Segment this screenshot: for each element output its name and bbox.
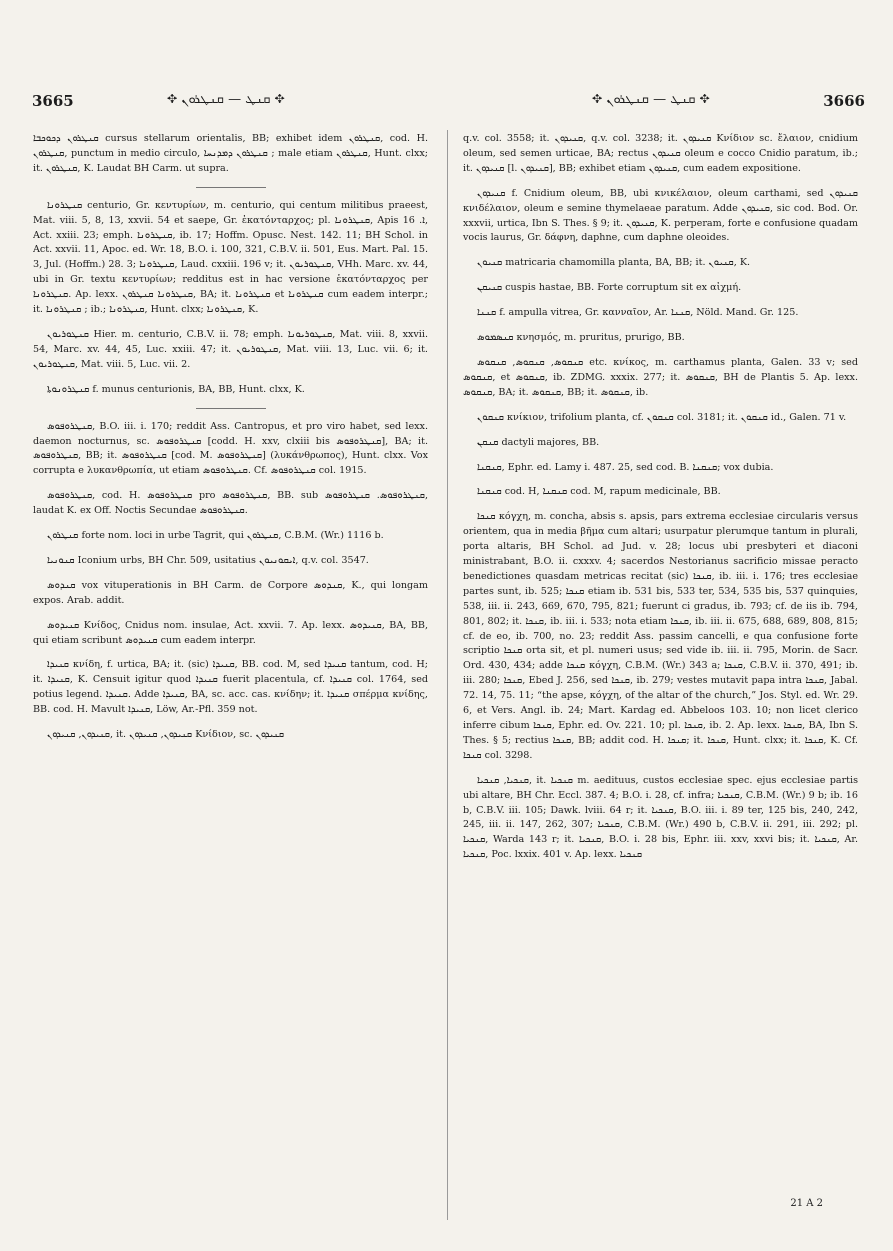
entry: ܩܢܝܘܢ matricaria chamomilla planta, BA, BB; it. ܩܢܝܘܢ, K. [477,257,751,269]
entry: ܩܢܝܕܐ κνίδη, f. urtica, BA; it. (sic) ܩܢܝܕܐ, BB. cod. M, sed ܩܢܝܕܐ tantum, cod. H; it. ܩܢܝܕܐ, K. Censuit igitur quod ܩܢܝܕܐ fuerit placentula, cf. ܩܢܝܕܐ col. 1764, sed potius legend. ܩܢܝܕܐ. Adde ܩܢܝܕܐ, BA, sc. acc. cas. κνίδην; it. ܩܢܝܕܐ σπέρμα κνίδης, BB. cod. H. Mavult ܩܢܝܕܐ, Löw, Ar.-Pfl. 359 not. [33,659,428,716]
page-number-left: 3665 [32,92,74,110]
signature-mark: 21 A 2 [790,1198,823,1209]
entry: ܩܢܩܘܣ, ܩܢܩܘܣ, ܩܢܩܘܣ etc. κνίκος, m. carthamus planta, Galen. 33 v; sed ܩܢܩܘܣ, et ܩܢܩܘܣ, ib. ZDMG. xxxix. 277; it. ܩܢܩܘܣ, BH de Plantis 5. Ap. lexx. ܩܢܩܘܣ, BA; it. ܩܢܩܘܣ, BB; it. ܩܢܩܘܣ, ib. [463,356,858,398]
entry: ܩܢܛܪܘܢ forte nom. loci in urbe Tagrit, qui ܩܢܛܪܘܢ, C.B.M. (Wr.) 1116 b. [47,530,384,542]
entry: ܩܢܛܪܘܦܘܣ, B.O. iii. i. 170; reddit Ass. Cantropus, et pro viro habet, sed lexx. daemon nocturnus, sc. ܩܢܛܪܘܦܘܣ [codd. H. xxv, clxiii bis ܩܢܛܪܘܦܘܣ], BA; it. ܩܢܛܪܘܦܘܣ, BB; it. ܩܢܛܪܘܦܘܣ [cod. M. ܩܢܛܪܘܦܘܣ] (λυκάνθρωπος), Hunt. clxx. Vox corrupta e λυκανθρωπία, ut etiam ܩܢܛܪܘܦܘܣ. Cf. ܩܢܛܪܘܦܘܣ col. 1915. [33,420,428,477]
right-column [463,132,858,1222]
entry: ܩܢܝܩܢ cuspis hastae, BB. Forte corruptum sit ex αἰχμή. [477,282,742,294]
separator [196,408,266,409]
entry: ܩܢܢܐ f. ampulla vitrea, Gr. κανναῖον, Ar. ܩܢܢܐ, Nöld. Mand. Gr. 125. [477,307,799,319]
page-header [32,92,865,114]
page-number-right: 3666 [823,92,865,110]
entry: ܩܢܣܡܘܣ κνησμός, m. pruritus, prurigo, BB. [477,332,685,344]
entry: ܩܢܛܘܪܝܘܢ Hier. m. centurio, C.B.V. ii. 78; emph. ܩܢܛܘܪܝܘܢܐ, Mat. viii. 8, xxvii. 54, Marc. xv. 44, 45, Luc. xxiii. 47; it. ܩܢܛܘܪܝܘܢ, Mat. viii. 13, Luc. vii. 6; it. ܩܢܛܘܪܝܘܢ, Mat. viii. 5, Luc. vii. 2. [33,328,428,370]
entry: ܩܢܩܢ dactyli majores, BB. [477,436,600,448]
entry: ܩܢܛܪܘܢܐ centurio, Gr. κεντυρίων, m. centurio, qui centum militibus praeest, Mat. viii. 5, 8, 13, xxvii. 54 et saepe, Gr. ἑκατόνταρχος; pl. ܩܢܛܪܘܢܐ, Apis ܐ. 16, Act. xxiii. 23; emph. ܩܢܛܪܘܢܐ, ib. 17; Hoffm. Opusc. Nest. 142. 11; BH Schol. in Act. xxvii. 11, Apoc. ed. Wr. 18, B.O. i. 100, 321, C.B.V. ii. 501, Eus. Mart. Pal. 15. 3, Jul. (Hoffm.) 28. 3; ܩܢܛܪܘܢܐ, Laud. cxxiii. 196 v; it. ܩܢܛܘܪܝܘܢ, VHh. Marc. xv. 44, ubi in Gr. textu κεντυρίων; redditus est in hac versione ἑκατόνταρχος per ܩܢܛܪܘܢܐ. Ap. lexx. ܩܢܛܪܘܢܐ ܩܢܛܪܘܢ, BA; it. ܩܢܛܪܘܢܐ et ܩܢܛܪܘܢܐ cum eadem interpr.; it. ܩܢܛܪܘܢܐ ; ib.; ܩܢܛܪܘܢܐ, Hunt. clxx; ܩܢܛܪܘܢܐ, K. [33,199,428,316]
running-head-left: ✥ ܩܢܛ — ܩܢܛܪܘܢ ✥ [167,92,285,107]
entry: ܩܢܘܢܝܐ Iconium urbs, BH Chr. 509, usitatius ܐܝܩܘܢܝܘܢ, q.v. col. 3547. [47,554,369,566]
entry: ܩܢܩܢܐ cod. H, ܩܢܩܢܐ cod. M, rapum medicinale, BB. [477,486,721,498]
left-column [33,132,428,1222]
entry: ܩܢܟܝܐ, ܩܢܟܝܐ, it. ܩܢܟܝܐ m. aedituus, custos ecclesiae spec. ejus ecclesiae partis ubi altare, BH Chr. Eccl. 387. 4; B.O. i. 28, cf. infra; ܩܢܟܝܐ, C.B.M. (Wr.) 9 b; ib. 16 b, C.B.V. iii. 105; Dawk. lviii. 64 r; it. ܩܢܟܝܐ, B.O. iii. i. 89 ter, 125 bis, 240, 242, 245, iii. ii. 147, 262, 307; ܩܢܟܝܐ, C.B.M. (Wr.) 490 b, C.B.V. ii. 291, iii. 292; pl. ܩܢܟܝܐ, Warda 143 r; it. ܩܢܟܝܐ, B.O. i. 28 bis, Ephr. iii. xxv, xxvi bis; it. ܩܢܟܝܐ, Ar. ܩܢܟܝܐ, Poc. lxxix. 401 v. Ap. lexx. ܩܢܟܝܐ [463,774,858,861]
entry: ܩܢܝܕܘܢ, ܩܢܝܕܘܢ, it. ܩܢܝܕܘܢ, ܩܢܝܕܘܢ Κνίδιον, sc. ܩܢܝܕܘܢ [47,729,285,741]
column-divider [447,130,448,1220]
entry: ܩܢܛܪܘܢܘܬܐ f. munus centurionis, BA, BB, Hunt. clxx, K. [47,383,305,395]
entry: ܩܢܝܕܘܢ f. Cnidium oleum, BB, ubi κνικέλαιον, oleum carthami, sed ܩܢܝܕܘܢ κνιδέλαιον, oleum e semine thymelaeae paratum. Adde ܩܢܝܕܘܢ, sic cod. Bod. Or. xxxvii, urtica, Ibn S. Thes. § 9; it. ܩܢܝܕܘܢ, K. perperam, forte e confusione quadam vocis laurus, Gr. δάφνη, daphne, cum daphne oleoides. [463,187,858,244]
separator [196,187,266,188]
running-head-right: ✥ ܩܢܛ — ܩܢܛܪܘܢ ✥ [592,92,710,107]
entry: ܩܢܟܐ κόγχη, m. concha, absis s. apsis, pars extrema ecclesiae circularis versus orientem, qua in media βῆμα cum altari; usurpatur plerumque tantum in plurali, porta altaris, BH Schol. ad Jud. v. 28; locus ubi presbyteri et diaconi ministrabant, B.O. ii. cxxxv. 4; sacerdos Nestorianus sacrificio missae peracto benedictiones quasdam metricas recitat (sic) ܩܢܟܐ, ib. iii. i. 176; tres ecclesiae partes sunt, ib. 525; ܩܢܟܐ etiam ib. 531 bis, 533 ter, 534, 535 bis, 537 quinquies, 538, iii. ii. 243, 669, 670, 795, 821; fuerunt ci gradus, ib. 793; cf. de iis ib. 794, 801, 802; it. ܩܢܟܐ, ib. iii. i. 533; nota etiam ܩܢܟܐ, ib. iii. ii. 675, 688, 689, 808, 815; cf. de eo, ib. 700, no. 23; reddit Ass. passim cancelli, e qua confusione forte scriptio ܩܢܟܐ orta sit, et pl. numeri usus; sed vide ib. iii. ii. 795, Morin. de Sacr. Ord. 430, 434; adde ܩܢܟܐ κόγχη, C.B.M. (Wr.) 343 a; ܩܢܟܐ, C.B.V. ii. 370, 491; ib. iii. 280; ܩܢܟܐ, Ebed J. 256, sed ܩܢܟܐ, ib. 279; vestes mutavit papa intra ܩܢܟܐ, Jabal. 72. 14, 75. 11; “the apse, κόγχη, of the altar of the church,” Jos. Styl. ed. Wr. 29. 6, et Vers. Angl. ib. 24; Mart. Kardag ed. Abbeloos 103. 10; non licet clerico inferre cibum ܩܢܟܐ, Ephr. ed. Ov. 221. 10; pl. ܩܢܟܐ, ib. 2. Ap. lexx. ܩܢܟܐ, BA, Ibn S. Thes. § 5; rectius ܩܢܟܐ, BB; addit cod. H. ܩܢܟܐ; it. ܩܢܟܐ, Hunt. clxx; it. ܩܢܟܐ, K. Cf. ܩܢܟܐ col. 3298. [463,511,858,761]
entry: ܩܢܛܪܘܢ ܕܟܘܟܒܐ cursus stellarum orientalis, BB; exhibet idem ܩܢܛܪܘܢ, cod. H. ܩܢܛܪܘܢ, punctum in medio circulo, ܩܢܛܪܘܢ ܕܡܕܢܚܐ ; male etiam ܩܢܛܪܘܢ, Hunt. clxx; it. ܩܢܛܪܘܢ, K. Laudat BH Carm. ut supra. [33,133,428,174]
entry: ܩܢܕܘܣ vox vituperationis in BH Carm. de Corpore ܩܢܕܘܣ, K., qui longam expos. Arab. addit. [33,579,428,606]
entry: ܩܢܝܕܘܣ Κνίδος, Cnidus nom. insulae, Act. xxvii. 7. Ap. lexx. ܩܢܝܕܘܣ, BA, BB, qui etiam scribunt ܩܢܝܕܘܣ cum eadem interpr. [33,619,428,646]
entry: ܩܢܛܪܘܦܘܣ, cod. H. ܩܢܛܪܘܦܘܣ pro ܩܢܛܪܘܦܘܣ, BB. sub ܩܢܛܪܘܦܘܣ. ܩܢܛܪܘܦܘܣ, laudat K. ex Off. Noctis Secundae ܩܢܛܪܘܦܘܣ. [33,490,428,517]
entry: q.v. col. 3558; it. ܩܢܝܕܘܢ, q.v. col. 3238; it. ܩܢܝܕܘܢ Κνίδιον sc. ἔλαιον, cnidium oleum, sed semen urticae, BA; rectus ܩܢܝܕܘܢ oleum e cocco Cnidio paratum, ib.; it. ܩܢܝܕܘܢ [l. ܩܢܝܕܘܢ], BB; exhibet etiam ܩܢܝܕܘܢ, cum eadem expositione. [463,133,858,174]
entry: ܩܢܩܘܢ κνίκιον, trifolium planta, cf. ܩܢܩܘܢ col. 3181; it. ܩܢܩܘܢ id., Galen. 71 v. [477,411,847,423]
entry: ܩܢܩܢܐ, Ephr. ed. Lamy i. 487. 25, sed cod. B. ܩܢܩܢܐ; vox dubia. [477,461,774,473]
